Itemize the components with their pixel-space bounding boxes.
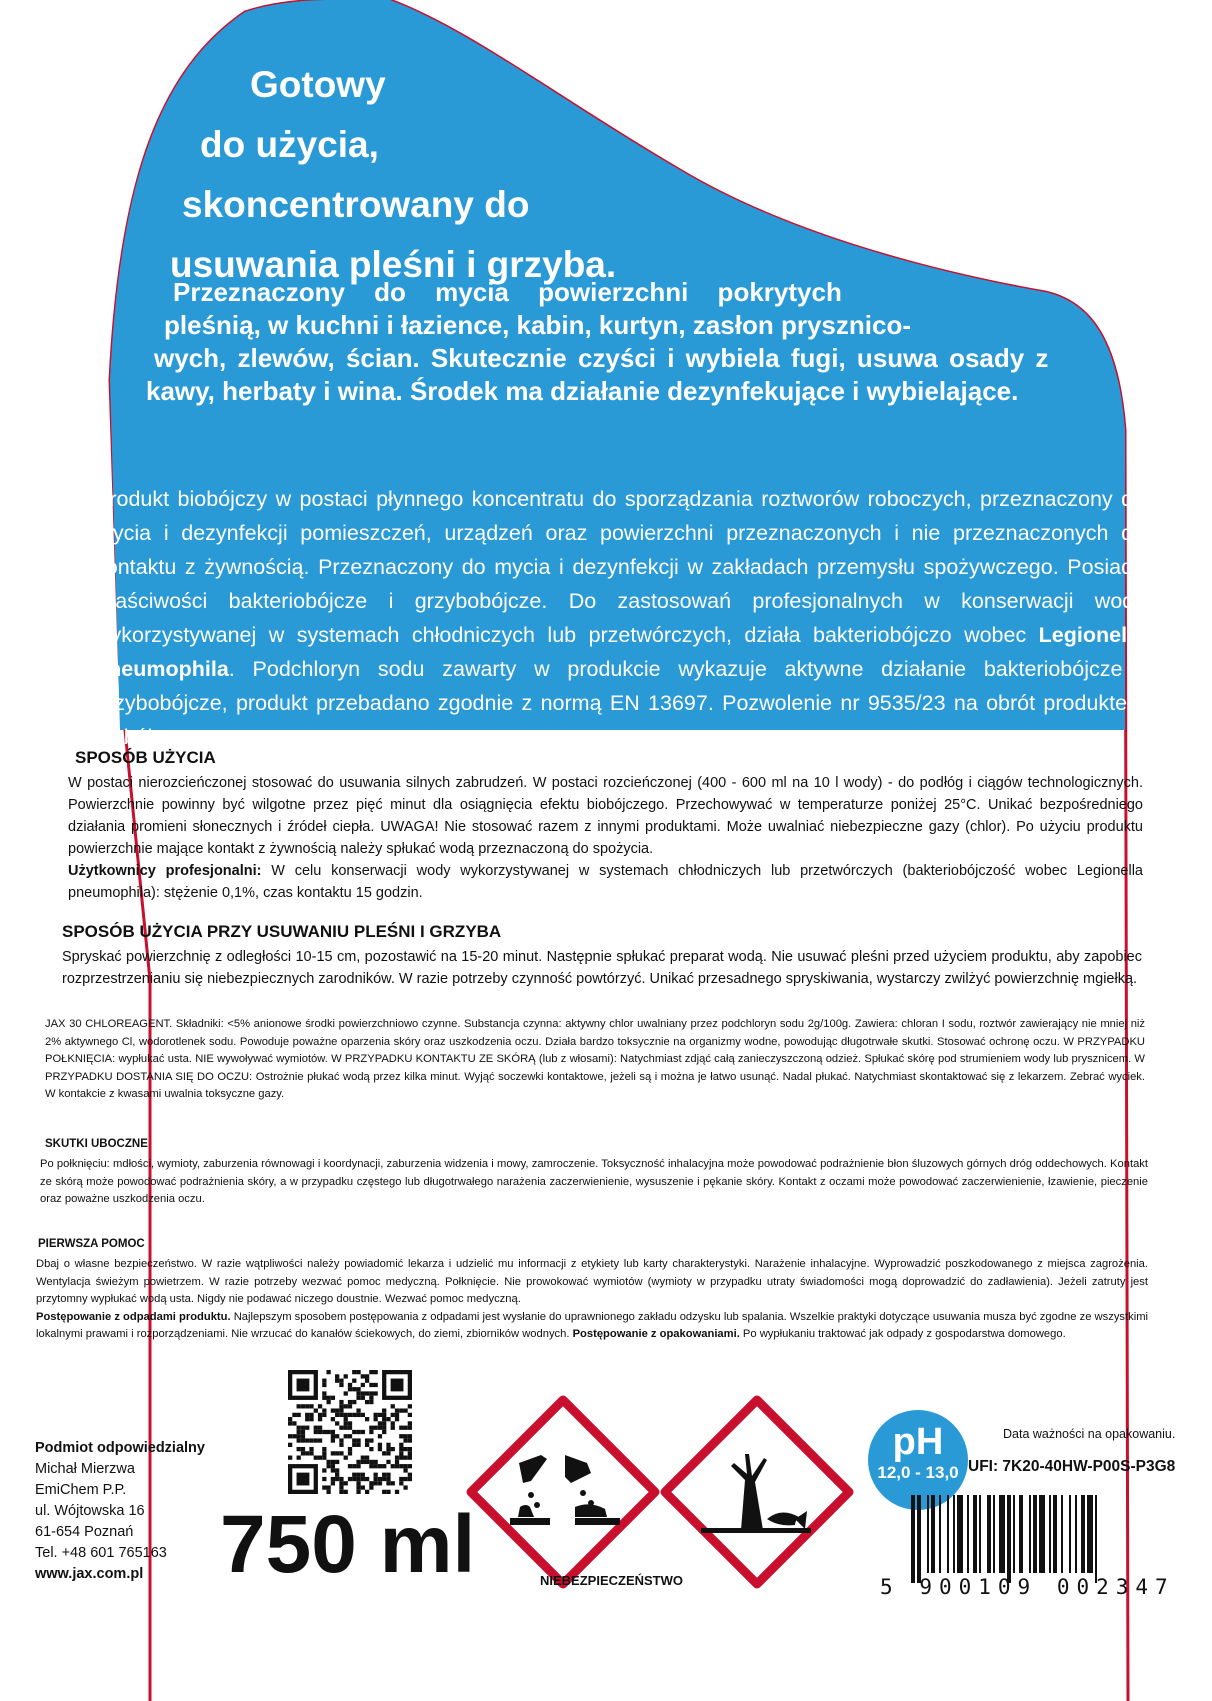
volume-label: 750 ml — [220, 1499, 476, 1590]
side-effects-text: Po połknięciu: mdłości, wymioty, zaburzenia równowagi i koordynacji, zaburzenia widzenia i mowy, zamroczenie. Toksyczność inhalacyjna może powodować podrażnienie błon śluzowych górnych dróg oddechowych. Kontakt ze skórą może powodować podrażnienia skóry, a w przypadku częstego lub długotrwałego narażenia zaczerwienienie, wysuszenie i pękanie skóry. Kontakt z oczami może powodować zaczerwienienie, łzawienie, pieczenie oraz poważne uszkodzenia oczu. — [40, 1158, 1148, 1205]
headline — [170, 55, 640, 295]
headline-line-1: Gotowy — [250, 64, 386, 105]
headline-line-2: do użycia, — [200, 124, 379, 165]
barcode-group-1: 900109 — [919, 1575, 1038, 1599]
usage-title: SPOSÓB UŻYCIA — [75, 748, 216, 767]
waste-label: Postępowanie z odpadami produktu. — [36, 1310, 231, 1323]
first-aid-title: PIERWSZA POMOC — [38, 1238, 145, 1250]
ph-label: pH — [892, 1421, 944, 1463]
composition-text: JAX 30 CHLOREAGENT. Składniki: <5% anionowe środki powierzchniowo czynne. Substancja czynna: aktywny chlor uwalniany przez podchloryn sodu 2g/100g. Zawiera: chloran I sodu, roztwór zawierający nie mniej niż 2% aktywnego Cl, wodorotlenek sodu. Powoduje poważne oparzenia skóry oraz uszkodzenia oczu. Działa bardzo toksycznie na organizmy wodne, powodując długotrwałe skutki. Stosować ochronę oczu. W PRZYPADKU POŁKNIĘCIA: wypłukać usta. NIE wywoływać wymiotów. W PRZYPADKU KONTAKTU ZE SKÓRĄ (lub z włosami): Natychmiast zdjąć całą zanieczyszczoną odzież. Spłukać skórę pod strumieniem wody lub prysznicem. W PRZYPADKU DOSTANIA SIĘ DO OCZU: Ostrożnie płukać wodą przez kilka minut. Wyjąć soczewki kontaktowe, jeżeli są i można je łatwo usunąć. Nadal płukać. Natychmiast skontaktować się z lekarzem. Zebrać wyciek. W kontakcie z kwasami uwalnia toksyczne gazy. — [45, 1018, 1145, 1100]
qr-code — [288, 1370, 412, 1494]
side-effects-title: SKUTKI UBOCZNE — [45, 1138, 148, 1150]
intro-text — [140, 276, 1049, 408]
intro-line-4: kawy, herbaty i wina. Środek ma działanie dezynfekujące i wybielające. — [146, 376, 1019, 406]
barcode-first-digit: 5 — [880, 1575, 900, 1599]
ph-range: 12,0 - 13,0 — [877, 1463, 959, 1482]
contact-title: Podmiot odpowiedzialny — [35, 1440, 205, 1456]
mold-usage-title: SPOSÓB UŻYCIA PRZY USUWANIU PLEŚNI I GRZYBA — [62, 922, 502, 941]
contact-name: Michał Mierzwa — [35, 1461, 135, 1477]
contact-street: ul. Wójtowska 16 — [35, 1503, 145, 1519]
barcode-digits — [880, 1575, 1175, 1599]
corrosion-pictogram — [471, 1400, 655, 1584]
expiry-note: Data ważności na opakowaniu. — [1003, 1427, 1176, 1441]
contact-website: www.jax.com.pl — [35, 1566, 144, 1582]
intro-line-3: wych, zlewów, ścian. Skutecznie czyści i wybiela fugi, usuwa osady z — [154, 343, 1049, 373]
intro-line-1: Przeznaczony do mycia powierzchni pokrytych — [173, 277, 842, 307]
contact-block — [35, 1438, 235, 1585]
headline-line-4: usuwania pleśni i grzyba. — [170, 244, 617, 285]
intro-line-2: pleśnią, w kuchni i łazience, kabin, kurtyn, zasłon prysznico- — [164, 310, 911, 340]
first-aid-text: Dbaj o własne bezpieczeństwo. W razie wątpliwości należy powiadomić lekarza i udzielić mu informacji z etykiety lub karty charakterystyki. Narażenie inhalacyjne. Wyprowadzić poszkodowanego z miejsca zagrożenia. Wentylacja świeżym powietrzem. W razie potrzeby wezwać pomoc medyczną. Połknięcie. Nie prowokować wymiotów (wymioty w przypadku utraty świadomości mogą doprowadzić do zadławienia). Jeżeli zatruty jest przytomny wypłukać wodą usta. Nigdy nie podawać niczego doustnie. Wezwać pomoc medyczną. Postępowanie z odpadami produktu. Najlepszym sposobem postępowania z odpadami jest wysłanie do uprawnionego zakładu odzysku lub spalania. Wszelkie praktyki dotyczące usuwania musza być zgodne ze wszystkimi lokalnymi prawami i rozporządzeniami. Nie wrzucać do kanałów ściekowych, do ziemi, zbiorników wodnych. Postępowanie z opakowaniami. Po wypłukaniu traktować jak odpady z gospodarstwa domowego. — [36, 1258, 1148, 1340]
contact-phone: Tel. +48 601 765163 — [35, 1545, 167, 1561]
danger-signal-word: NIEBEZPIECZEŃSTWO — [540, 1573, 684, 1588]
headline-line-3: skoncentrowany do — [182, 184, 530, 225]
hazard-pictograms — [465, 1395, 855, 1590]
pro-users-label: Użytkownicy profesjonalni: — [68, 863, 262, 879]
environment-pictogram — [665, 1400, 849, 1584]
usage-text: W postaci nierozcieńczonej stosować do usuwania silnych zabrudzeń. W postaci rozcieńczonej (400 - 600 ml na 10 l wody) - do podłóg i ciągów technologicznych. Powierzchnie powinny być wilgotne przez pięć minut dla osiągnięcia efektu biobójczego. Przechowywać w temperaturze poniżej 25°C. Unikać bezpośredniego działania promieni słonecznych i źródeł ciepła. UWAGA! Nie stosować razem z innymi produktami. Może uwalniać niebezpieczne gazy (chlor). Po użyciu produktu powierzchnie mające kontakt z żywnością należy spłukać wodą przeznaczoną do spożycia. Użytkownicy profesjonalni: W celu konserwacji wody wykorzystywanej w systemach chłodniczych lub przetwórczych (bakteriobójczość wobec Legionella pneumophila): stężenie 0,1%, czas kontaktu 15 godzin. — [68, 775, 1143, 901]
contact-city: 61-654 Poznań — [35, 1524, 134, 1540]
mold-usage-text: Spryskać powierzchnię z odległości 10-15 cm, pozostawić na 15-20 minut. Następnie spłukać preparat wodą. Nie usuwać pleśni przed użyciem produktu, aby zapobiec rozprzestrzenianiu się niebezpiecznych zarodników. W razie potrzeby czynność powtórzyć. Unikać przesadnego spryskiwania, wystarczy zwilżyć powierzchnię mgiełką. — [62, 949, 1142, 987]
ufi-code: UFI: 7K20-40HW-P00S-P3G8 — [968, 1458, 1176, 1475]
barcode-group-2: 002347 — [1056, 1575, 1175, 1599]
legionella-bold: Legionella pneumophila — [95, 623, 1145, 681]
ean-barcode — [905, 1495, 1165, 1585]
packaging-label: Postępowanie z opakowaniami. — [572, 1328, 740, 1340]
biocide-description: Produkt biobójczy w postaci płynnego koncentratu do sporządzania roztworów roboczych, przeznaczony do mycia i dezynfekcji pomieszczeń, urządzeń oraz powierzchni przeznaczonych i nie przeznaczonych do kontaktu z żywnością. Przeznaczony do mycia i dezynfekcji w zakładach przemysłu spożywczego. Posiada właściwości bakteriobójcze i grzybobójcze. Do zastosowań profesjonalnych w konserwacji wody wykorzystywanej w systemach chłodniczych lub przetwórczych, działa bakteriobójczo wobec Legionella pneumophila. Podchloryn sodu zawarty w produkcie wykazuje aktywne działanie bakteriobójcze i grzybobójcze, produkt przebadano zgodnie z normą EN 13697. Pozwolenie nr 9535/23 na obrót produktem biobójczym. — [95, 487, 1145, 749]
contact-company: EmiChem P.P. — [35, 1482, 127, 1498]
